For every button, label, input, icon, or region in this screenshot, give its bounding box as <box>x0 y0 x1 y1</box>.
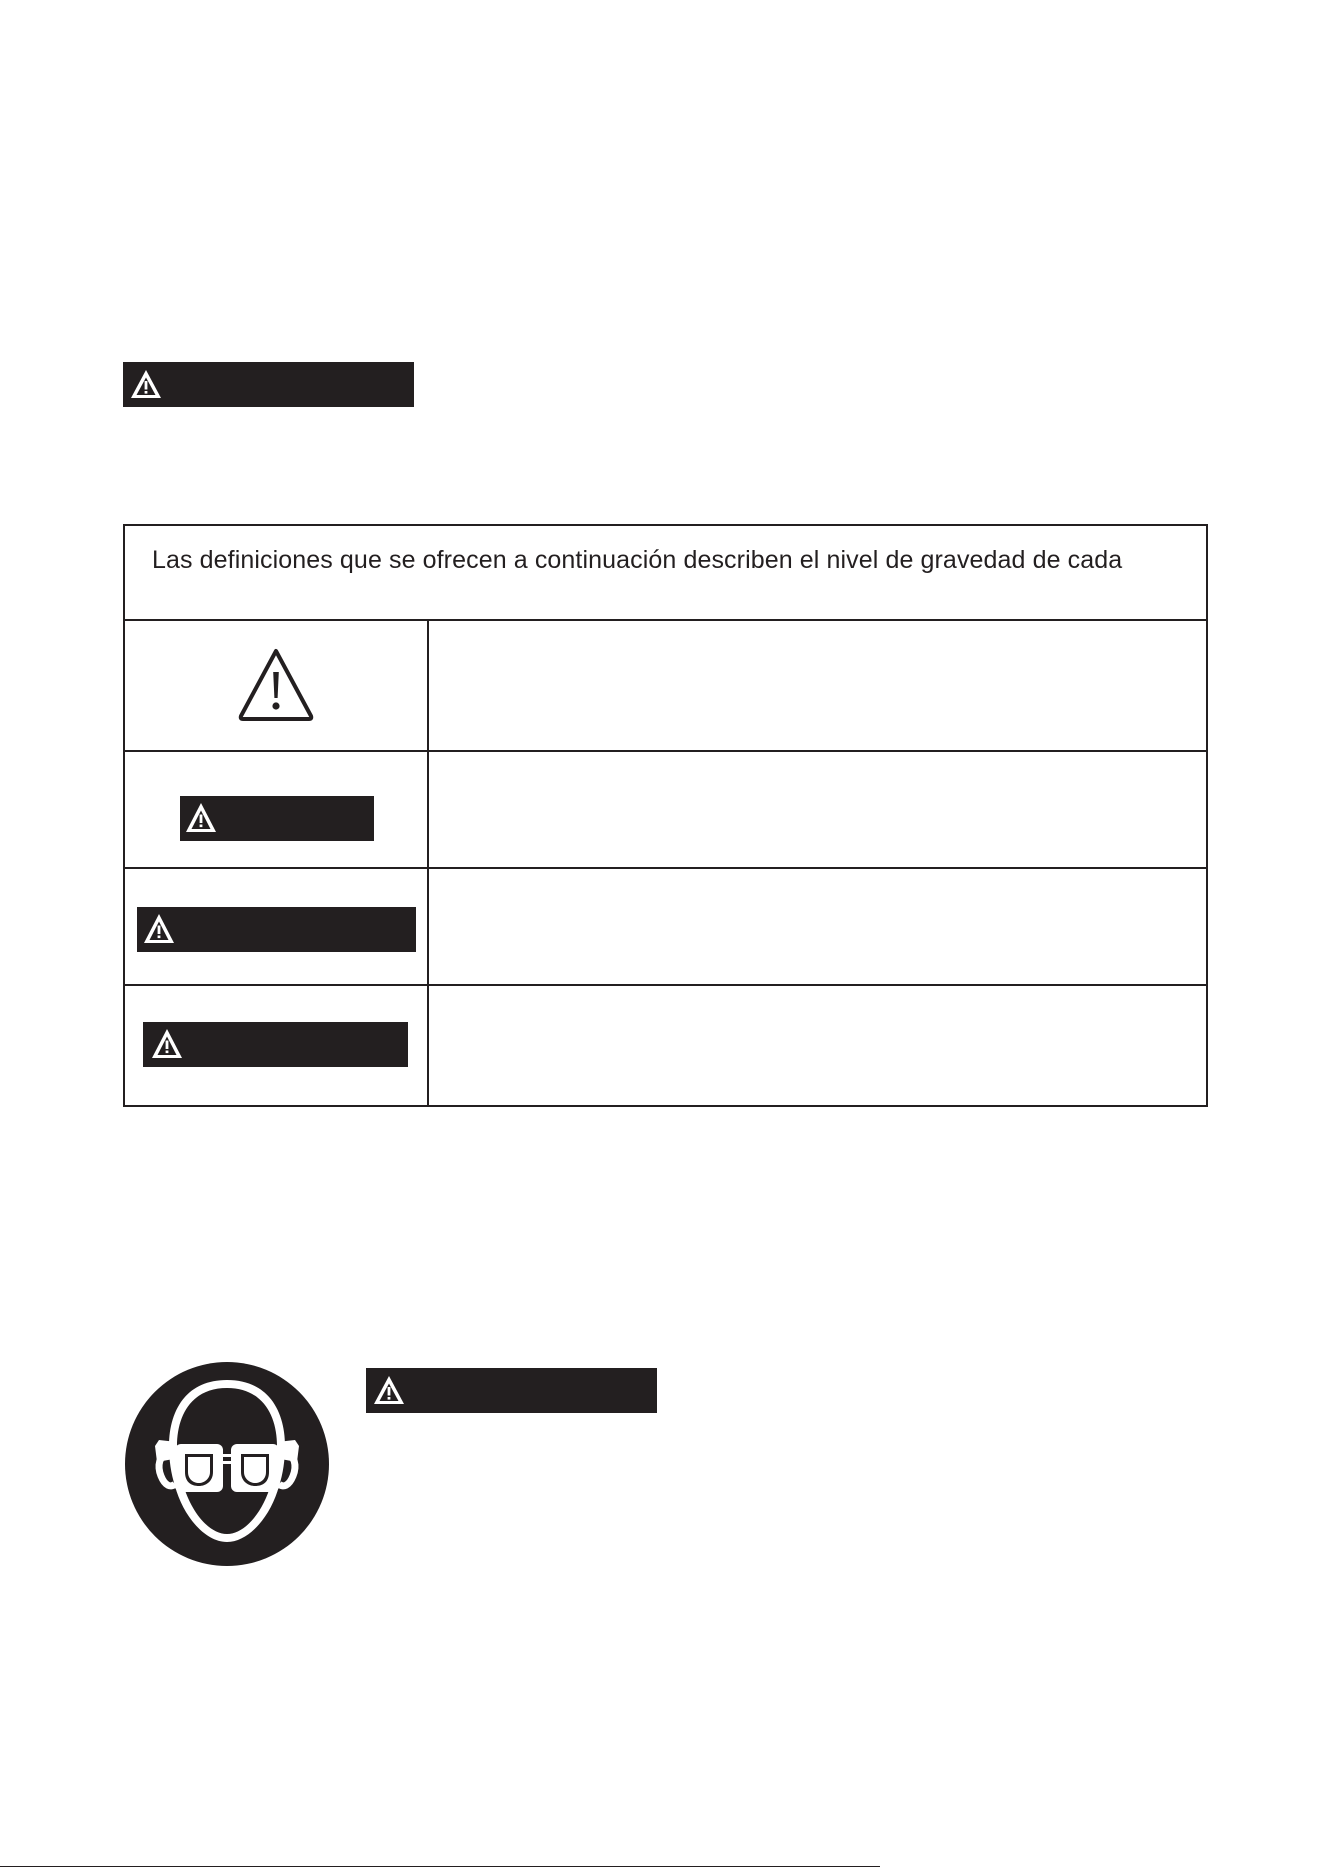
table-row-2-description <box>429 752 1206 867</box>
signal-word-label <box>143 1022 408 1067</box>
table-row-1-symbol-cell <box>125 621 427 750</box>
table-row-2-symbol-cell <box>125 752 427 867</box>
warning-triangle-icon <box>129 368 163 401</box>
table-intro-text: Las definiciones que se ofrecen a continuación describen el nivel de gravedad de cada <box>152 546 1123 574</box>
severity-definitions-table <box>123 524 1208 1107</box>
table-row-3-description <box>429 869 1206 984</box>
safety-alert-symbol-icon <box>236 646 316 724</box>
table-row-4-description <box>429 986 1206 1107</box>
warning-triangle-icon <box>184 801 218 835</box>
signal-word-label-top <box>123 362 414 407</box>
warning-triangle-icon <box>142 912 176 946</box>
table-row-1-description <box>429 621 1206 750</box>
eye-protection-mandatory-icon <box>125 1362 329 1566</box>
footer-rule <box>0 1866 880 1867</box>
table-row-4-symbol-cell <box>125 986 427 1107</box>
signal-word-label <box>180 796 374 841</box>
warning-triangle-icon <box>150 1027 184 1061</box>
signal-word-label-eye-protection <box>366 1368 657 1413</box>
signal-word-label <box>137 907 416 952</box>
warning-triangle-icon <box>372 1374 406 1407</box>
table-row-3-symbol-cell <box>125 869 427 984</box>
